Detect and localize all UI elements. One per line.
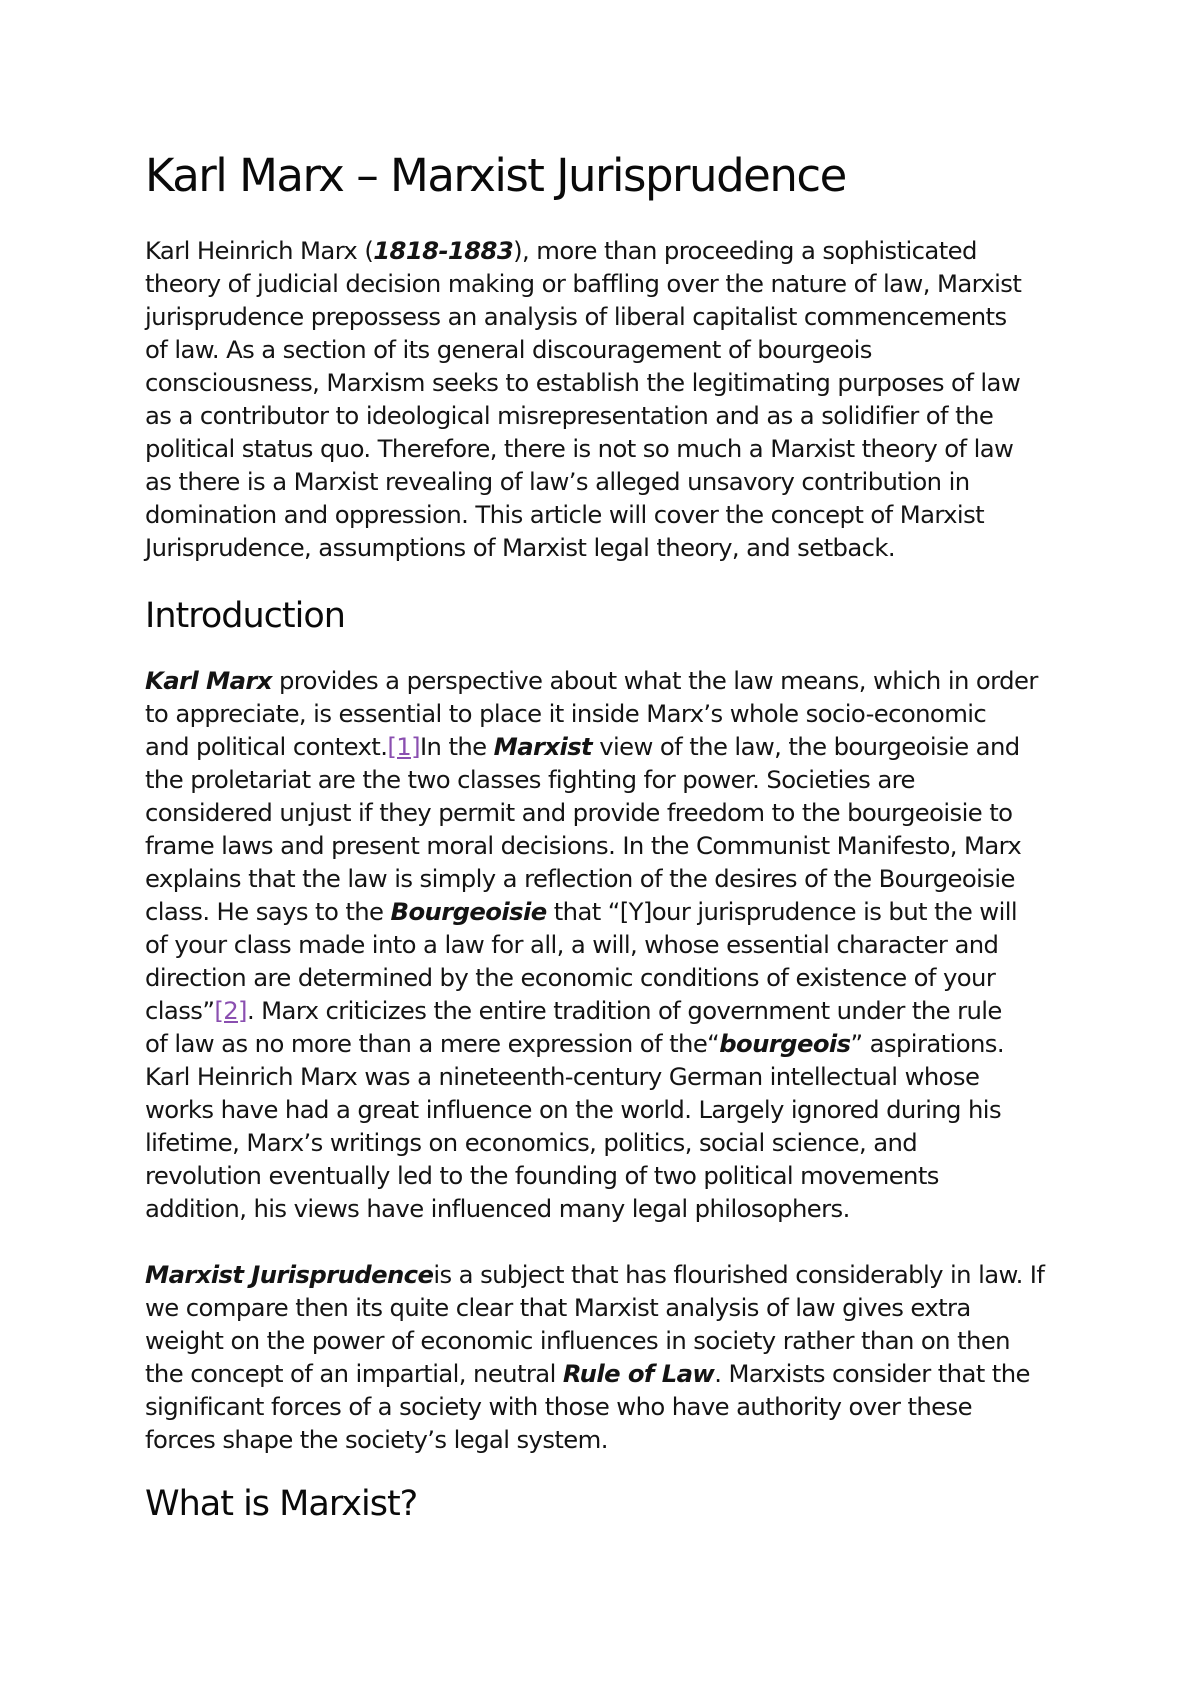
paragraph-line: theory of judicial decision making or baffling over the nature of law, Marxist bbox=[145, 269, 1022, 298]
paragraph-line: the proletariat are the two classes fighting for power. Societies are bbox=[145, 765, 915, 794]
intro-paragraph bbox=[145, 234, 1075, 564]
paragraph-line: considered unjust if they permit and provide freedom to the bourgeoisie to bbox=[145, 798, 1013, 827]
paragraph-line: lifetime, Marx’s writings on economics, politics, social science, and bbox=[145, 1128, 918, 1157]
introduction-paragraph-2 bbox=[145, 1258, 1075, 1456]
emphasis-term: Bourgeoisie bbox=[390, 897, 547, 926]
paragraph-line: class. He says to the Bourgeoisie that “[Y]our jurisprudence is but the will bbox=[145, 897, 1018, 926]
paragraph-line: Jurisprudence, assumptions of Marxist legal theory, and setback. bbox=[145, 533, 895, 562]
what-is-marxist-heading: What is Marxist? bbox=[145, 1484, 418, 1524]
paragraph-line: works have had a great influence on the world. Largely ignored during his bbox=[145, 1095, 1002, 1124]
paragraph-line: Karl Heinrich Marx (1818-1883), more than proceeding a sophisticated bbox=[145, 236, 977, 265]
document-title: Karl Marx – Marxist Jurisprudence bbox=[145, 149, 846, 202]
paragraph-line: forces shape the society’s legal system. bbox=[145, 1425, 608, 1454]
years-emphasis: 1818-1883 bbox=[373, 236, 514, 265]
paragraph-line: explains that the law is simply a reflection of the desires of the Bourgeoisie bbox=[145, 864, 1015, 893]
paragraph-line: frame laws and present moral decisions. In the Communist Manifesto, Marx bbox=[145, 831, 1022, 860]
paragraph-line: and political context.[1]In the Marxist view of the law, the bourgeoisie and bbox=[145, 732, 1020, 761]
paragraph-line: the concept of an impartial, neutral Rule of Law. Marxists consider that the bbox=[145, 1359, 1030, 1388]
paragraph-line: as there is a Marxist revealing of law’s alleged unsavory contribution in bbox=[145, 467, 970, 496]
paragraph-line: of law as no more than a mere expression of the“bourgeois” aspirations. bbox=[145, 1029, 1004, 1058]
paragraph-line: jurisprudence prepossess an analysis of liberal capitalist commencements bbox=[145, 302, 1007, 331]
paragraph-line: to appreciate, is essential to place it inside Marx’s whole socio-economic bbox=[145, 699, 987, 728]
emphasis-term: Marxist bbox=[493, 732, 593, 761]
paragraph-line: political status quo. Therefore, there is not so much a Marxist theory of law bbox=[145, 434, 1014, 463]
paragraph-line: consciousness, Marxism seeks to establish the legitimating purposes of law bbox=[145, 368, 1021, 397]
paragraph-line: significant forces of a society with those who have authority over these bbox=[145, 1392, 972, 1421]
emphasis-term: Rule of Law bbox=[562, 1359, 715, 1388]
paragraph-line: of your class made into a law for all, a will, whose essential character and bbox=[145, 930, 999, 959]
paragraph-line: of law. As a section of its general discouragement of bourgeois bbox=[145, 335, 872, 364]
emphasis-term: bourgeois bbox=[719, 1029, 851, 1058]
paragraph-line: domination and oppression. This article will cover the concept of Marxist bbox=[145, 500, 985, 529]
introduction-heading: Introduction bbox=[145, 596, 345, 636]
paragraph-line: addition, his views have influenced many legal philosophers. bbox=[145, 1194, 850, 1223]
footnote-link-2[interactable]: [2] bbox=[214, 996, 247, 1025]
paragraph-line: weight on the power of economic influences in society rather than on then bbox=[145, 1326, 1010, 1355]
introduction-paragraph-1 bbox=[145, 664, 1075, 1225]
emphasis-term: Marxist Jurisprudence bbox=[145, 1260, 434, 1289]
emphasis-term: Karl Marx bbox=[145, 666, 272, 695]
footnote-link-1[interactable]: [1] bbox=[387, 732, 420, 761]
paragraph-line: Marxist Jurisprudenceis a subject that has flourished considerably in law. If bbox=[145, 1260, 1045, 1289]
paragraph-line: as a contributor to ideological misrepresentation and as a solidifier of the bbox=[145, 401, 994, 430]
paragraph-line: Karl Marx provides a perspective about what the law means, which in order bbox=[145, 666, 1038, 695]
paragraph-line: we compare then its quite clear that Marxist analysis of law gives extra bbox=[145, 1293, 971, 1322]
paragraph-line: Karl Heinrich Marx was a nineteenth-century German intellectual whose bbox=[145, 1062, 980, 1091]
paragraph-line: class”[2]. Marx criticizes the entire tradition of government under the rule bbox=[145, 996, 1002, 1025]
paragraph-line: revolution eventually led to the founding of two political movements bbox=[145, 1161, 939, 1190]
paragraph-line: direction are determined by the economic conditions of existence of your bbox=[145, 963, 996, 992]
